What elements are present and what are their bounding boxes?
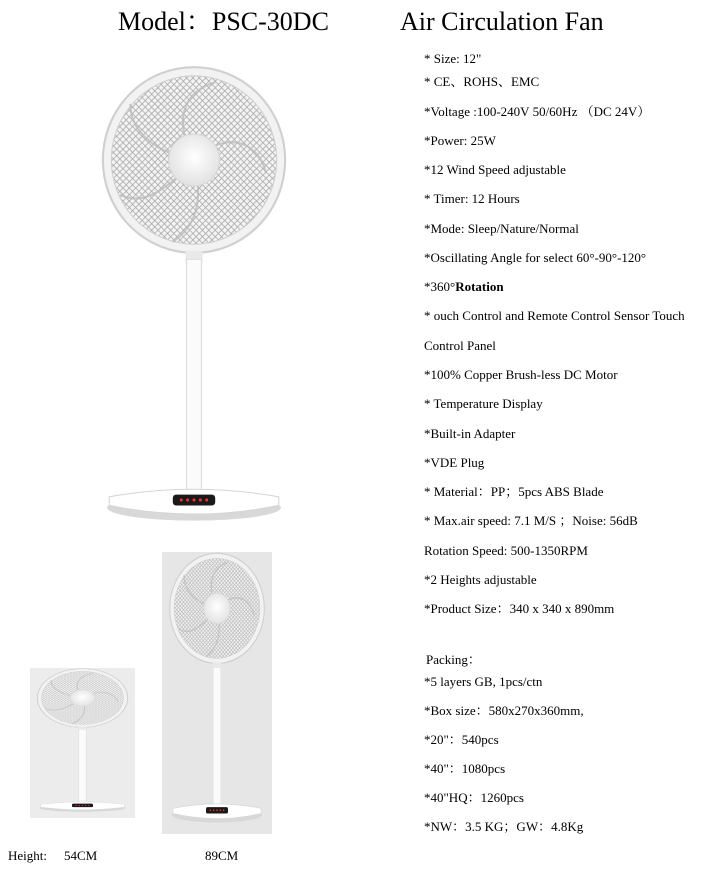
spec-text: * Timer: 12 Hours — [424, 191, 520, 206]
spec-item — [424, 571, 537, 589]
height-tall-value: 89CM — [205, 848, 239, 863]
packing-item: *20"：540pcs — [424, 732, 499, 747]
spec-text: *Power: 25W — [424, 133, 496, 148]
height-label: Height: — [8, 848, 47, 863]
spec-text: *Built-in Adapter — [424, 426, 516, 441]
fan-illustration — [162, 552, 272, 834]
spec-text: * ouch Control and Remote Control Sensor Touch — [424, 308, 685, 323]
product-title: Air Circulation Fan — [400, 7, 604, 36]
spec-item — [424, 512, 638, 530]
spec-item — [424, 483, 603, 501]
spec-item — [424, 454, 484, 472]
spec-text: *12 Wind Speed adjustable — [424, 162, 566, 177]
spec-text: Rotation Speed: 500-1350RPM — [424, 543, 588, 558]
spec-text: *100% Copper Brush-less DC Motor — [424, 367, 618, 382]
spec-text: * CE、ROHS、EMC — [424, 74, 540, 89]
spec-item — [424, 50, 481, 68]
spec-text: *360° — [424, 279, 456, 294]
packing-item: *5 layers GB, 1pcs/ctn — [424, 674, 543, 689]
fan-illustration — [88, 65, 300, 540]
spec-item — [424, 161, 566, 179]
fan-tall-photo — [162, 552, 272, 834]
spec-text: * Material：PP；5pcs ABS Blade — [424, 484, 604, 499]
packing-item: *NW：3.5 KG；GW：4.8Kg — [424, 819, 584, 834]
spec-text: *2 Heights adjustable — [424, 572, 537, 587]
spec-item — [424, 73, 539, 91]
fan-main-photo — [88, 65, 300, 540]
spec-item — [424, 249, 646, 267]
spec-text: *Product Size：340 x 340 x 890mm — [424, 601, 615, 616]
model-title: Model：PSC-30DC — [118, 7, 329, 36]
spec-item — [424, 395, 543, 413]
spec-text: * Max.air speed: 7.1 M/S ；Noise: 56dB — [424, 513, 638, 528]
spec-text: * Size: 12" — [424, 51, 482, 66]
fan-illustration — [30, 668, 135, 818]
spec-item — [424, 600, 614, 618]
spec-item — [424, 366, 618, 384]
packing-item: *Box size：580x270x360mm, — [424, 703, 584, 718]
packing-item: *40"HQ：1260pcs — [424, 790, 524, 805]
spec-item — [424, 425, 515, 443]
spec-text: *VDE Plug — [424, 455, 485, 470]
spec-item — [424, 278, 504, 296]
spec-item — [424, 132, 496, 150]
spec-item — [424, 103, 650, 121]
spec-text: * Temperature Display — [424, 396, 543, 411]
spec-bold-text: Rotation — [455, 279, 504, 294]
spec-text: *Oscillating Angle for select 60°-90°-120° — [424, 250, 647, 265]
spec-item — [424, 542, 588, 560]
packing-heading: Packing： — [426, 652, 481, 667]
spec-item — [424, 190, 520, 208]
spec-item — [424, 337, 496, 355]
spec-text: *Mode: Sleep/Nature/Normal — [424, 221, 579, 236]
fan-short-photo — [30, 668, 135, 818]
spec-item — [424, 220, 579, 238]
packing-item: *40"：1080pcs — [424, 761, 506, 776]
height-short-value: 54CM — [64, 848, 98, 863]
spec-text: Control Panel — [424, 338, 496, 353]
spec-item — [424, 307, 685, 325]
spec-text: *Voltage :100-240V 50/60Hz （DC 24V） — [424, 104, 651, 119]
